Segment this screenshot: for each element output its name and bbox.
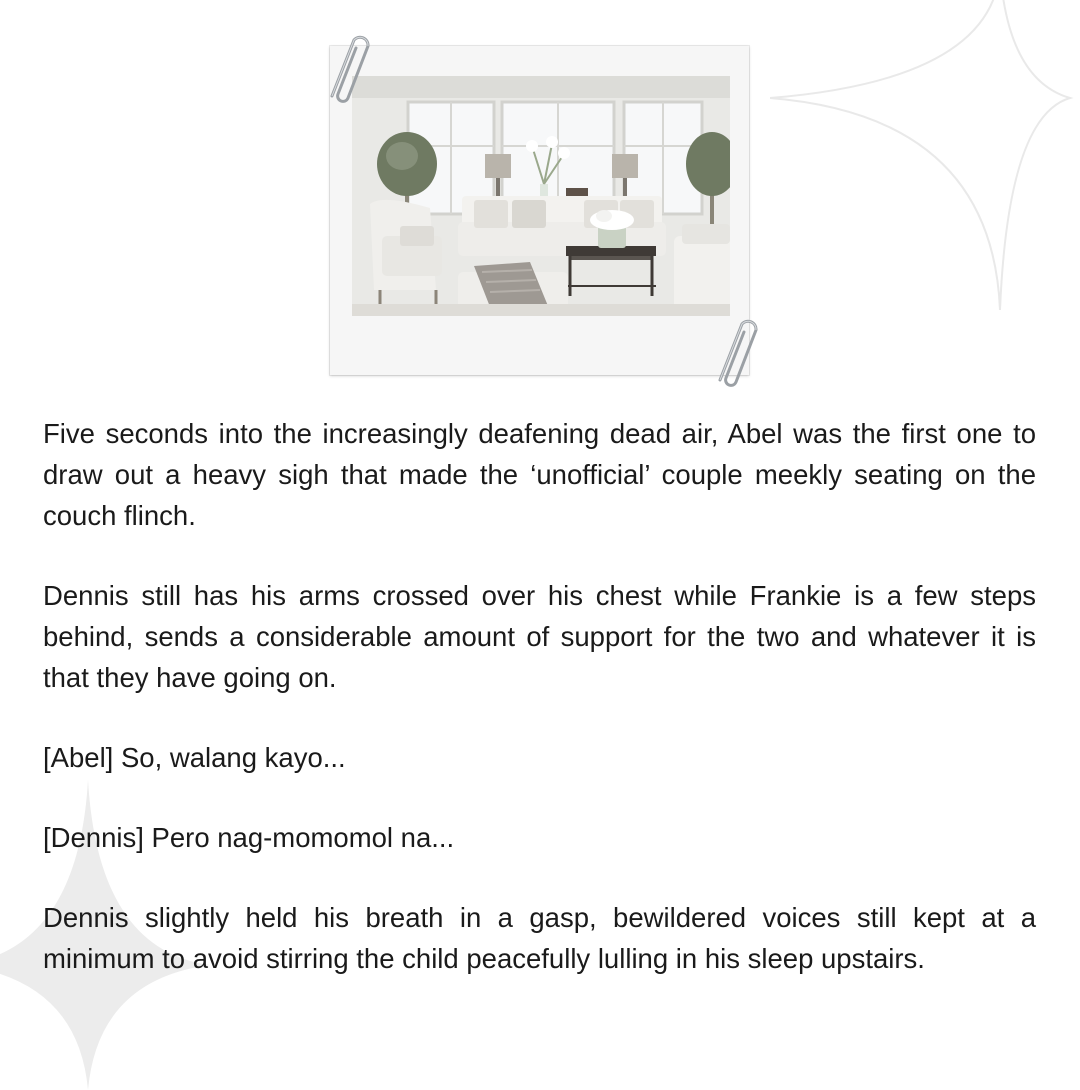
polaroid-frame	[330, 46, 749, 375]
sparkle-outline-icon	[770, 0, 1080, 320]
dialogue-line-dennis: [Dennis] Pero nag-momomol na...	[43, 822, 455, 853]
story-paragraph: Dennis slightly held his breath in a gasp, bewildered voices still kept at a minimum to avoid stirring the child peacefully lulling in his sleep upstairs.	[43, 902, 1036, 974]
story-paragraph: Five seconds into the increasingly deafening dead air, Abel was the first one to draw out a heavy sigh that made the ‘unofficial’ couple meekly seating on the couch flinch.	[43, 418, 1036, 531]
paperclip-icon	[706, 312, 760, 390]
story-paragraph: Dennis still has his arms crossed over his chest while Frankie is a few steps behind, sends a considerable amount of support for the two and whatever it is that they have going on.	[43, 580, 1036, 693]
paperclip-icon	[318, 28, 372, 106]
dialogue-line-abel: [Abel] So, walang kayo...	[43, 742, 346, 773]
living-room-photo	[352, 76, 730, 316]
story-text	[43, 413, 1036, 1018]
